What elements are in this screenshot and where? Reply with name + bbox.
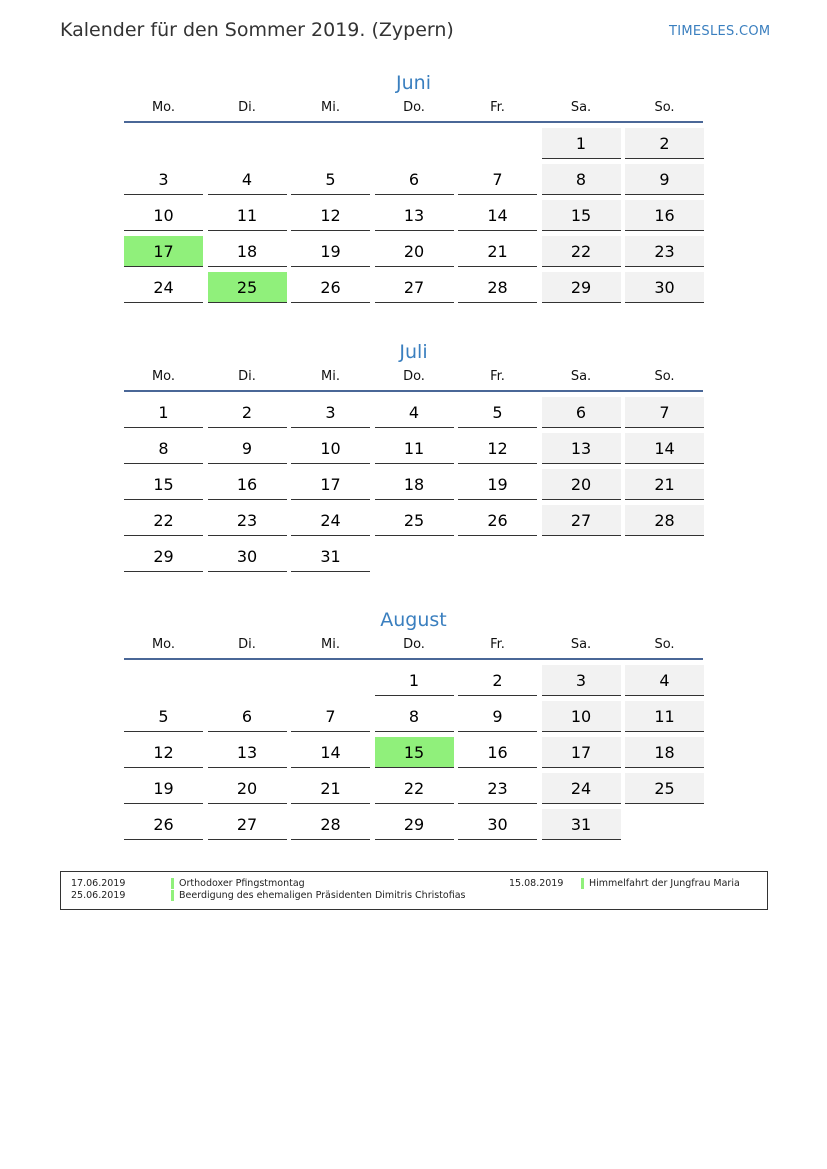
day-cell[interactable]: 5: [458, 397, 537, 428]
day-cell[interactable]: 20: [208, 773, 287, 804]
day-cell[interactable]: 9: [208, 433, 287, 464]
day-cell[interactable]: 29: [542, 272, 621, 303]
day-cell[interactable]: 26: [458, 505, 537, 536]
day-cell[interactable]: 7: [291, 701, 370, 732]
day-cell[interactable]: 21: [458, 236, 537, 267]
day-cell[interactable]: 28: [625, 505, 704, 536]
day-cell[interactable]: 9: [625, 164, 704, 195]
day-cell[interactable]: 10: [542, 701, 621, 732]
month-august: [124, 605, 703, 834]
weekday-mi: Mi.: [321, 100, 340, 115]
day-cell[interactable]: 11: [375, 433, 454, 464]
month-june: [124, 68, 703, 297]
day-cell[interactable]: 16: [208, 469, 287, 500]
header-divider: [124, 658, 703, 660]
day-cell[interactable]: 23: [625, 236, 704, 267]
month-title: Juni: [396, 72, 431, 94]
holiday-legend: [60, 871, 768, 910]
day-cell[interactable]: 8: [124, 433, 203, 464]
day-cell[interactable]: 12: [458, 433, 537, 464]
day-cell[interactable]: 21: [291, 773, 370, 804]
legend-holiday-marker: [581, 878, 584, 889]
legend-holiday-name: Orthodoxer Pfingstmontag: [179, 878, 305, 889]
weekday-fr: Fr.: [490, 369, 505, 384]
day-cell[interactable]: 14: [458, 200, 537, 231]
day-cell[interactable]: 3: [542, 665, 621, 696]
day-cell[interactable]: 8: [542, 164, 621, 195]
day-cell[interactable]: 7: [458, 164, 537, 195]
day-cell-holiday[interactable]: 17: [124, 236, 203, 267]
day-cell[interactable]: 27: [375, 272, 454, 303]
legend-holiday-marker: [171, 890, 174, 901]
legend-holiday-name: Beerdigung des ehemaligen Präsidenten Dimitris Christofias: [179, 890, 466, 901]
day-cell[interactable]: 11: [625, 701, 704, 732]
day-cell[interactable]: 1: [375, 665, 454, 696]
day-cell[interactable]: 21: [625, 469, 704, 500]
day-cell[interactable]: 8: [375, 701, 454, 732]
day-cell[interactable]: 29: [124, 541, 203, 572]
day-cell[interactable]: 18: [625, 737, 704, 768]
day-cell[interactable]: 9: [458, 701, 537, 732]
day-cell[interactable]: 31: [291, 541, 370, 572]
weekday-mi: Mi.: [321, 369, 340, 384]
weekday-do: Do.: [403, 369, 425, 384]
day-cell[interactable]: 2: [458, 665, 537, 696]
weekday-di: Di.: [238, 369, 256, 384]
day-cell[interactable]: 24: [291, 505, 370, 536]
day-cell[interactable]: 22: [375, 773, 454, 804]
legend-date: 17.06.2019: [71, 878, 126, 889]
day-cell[interactable]: 15: [542, 200, 621, 231]
day-cell[interactable]: 5: [291, 164, 370, 195]
day-cell[interactable]: 27: [542, 505, 621, 536]
weekday-header: [124, 635, 703, 660]
brand-logo-text[interactable]: TIMESLES.COM: [669, 24, 771, 39]
day-cell[interactable]: 16: [458, 737, 537, 768]
weekday-sa: Sa.: [570, 100, 592, 115]
day-cell[interactable]: 24: [124, 272, 203, 303]
day-cell[interactable]: 15: [124, 469, 203, 500]
day-cell[interactable]: 22: [124, 505, 203, 536]
day-cell[interactable]: 13: [542, 433, 621, 464]
day-cell[interactable]: 23: [208, 505, 287, 536]
day-cell-holiday[interactable]: 25: [208, 272, 287, 303]
day-cell[interactable]: 4: [208, 164, 287, 195]
day-cell[interactable]: 1: [124, 397, 203, 428]
day-cell[interactable]: 6: [208, 701, 287, 732]
weekday-di: Di.: [238, 100, 256, 115]
legend-date: 25.06.2019: [71, 890, 126, 901]
day-cell[interactable]: 18: [375, 469, 454, 500]
day-cell[interactable]: 31: [542, 809, 621, 840]
day-cell[interactable]: 12: [124, 737, 203, 768]
weekday-di: Di.: [238, 637, 256, 652]
weekday-so: So.: [654, 369, 675, 384]
day-cell[interactable]: 7: [625, 397, 704, 428]
day-cell[interactable]: 4: [625, 665, 704, 696]
day-cell[interactable]: 3: [124, 164, 203, 195]
header-divider: [124, 390, 703, 392]
weekday-mo: Mo.: [151, 637, 176, 652]
weekday-header: [124, 98, 703, 123]
day-cell[interactable]: 18: [208, 236, 287, 267]
month-july: [124, 337, 703, 566]
month-title: Juli: [399, 341, 428, 363]
weekday-sa: Sa.: [570, 637, 592, 652]
day-cell[interactable]: 2: [625, 128, 704, 159]
day-cell[interactable]: 20: [375, 236, 454, 267]
weekday-fr: Fr.: [490, 100, 505, 115]
day-cell[interactable]: 25: [375, 505, 454, 536]
day-cell[interactable]: 3: [291, 397, 370, 428]
day-cell[interactable]: 6: [542, 397, 621, 428]
day-cell[interactable]: 14: [625, 433, 704, 464]
weekday-mo: Mo.: [151, 100, 176, 115]
weekday-do: Do.: [403, 637, 425, 652]
legend-date: 15.08.2019: [509, 878, 564, 889]
day-cell[interactable]: 20: [542, 469, 621, 500]
day-cell[interactable]: 24: [542, 773, 621, 804]
day-cell[interactable]: 19: [291, 236, 370, 267]
day-cell[interactable]: 19: [458, 469, 537, 500]
day-cell[interactable]: 1: [542, 128, 621, 159]
weekday-header: [124, 367, 703, 392]
day-cell[interactable]: 17: [291, 469, 370, 500]
day-cell[interactable]: 2: [208, 397, 287, 428]
weekday-so: So.: [654, 637, 675, 652]
weekday-so: So.: [654, 100, 675, 115]
day-cell[interactable]: 10: [291, 433, 370, 464]
day-cell-holiday[interactable]: 15: [375, 737, 454, 768]
day-cell[interactable]: 11: [208, 200, 287, 231]
page-title: Kalender für den Sommer 2019. (Zypern): [60, 19, 454, 41]
day-cell[interactable]: 13: [375, 200, 454, 231]
weekday-fr: Fr.: [490, 637, 505, 652]
legend-holiday-marker: [171, 878, 174, 889]
weekday-mi: Mi.: [321, 637, 340, 652]
day-cell[interactable]: 30: [208, 541, 287, 572]
day-cell[interactable]: 5: [124, 701, 203, 732]
legend-holiday-name: Himmelfahrt der Jungfrau Maria: [589, 878, 740, 889]
day-cell[interactable]: 23: [458, 773, 537, 804]
day-cell[interactable]: 12: [291, 200, 370, 231]
day-cell[interactable]: 13: [208, 737, 287, 768]
day-cell[interactable]: 22: [542, 236, 621, 267]
day-cell[interactable]: 19: [124, 773, 203, 804]
day-cell[interactable]: 25: [625, 773, 704, 804]
day-cell[interactable]: 26: [291, 272, 370, 303]
day-cell[interactable]: 10: [124, 200, 203, 231]
day-cell[interactable]: 28: [458, 272, 537, 303]
day-cell[interactable]: 26: [124, 809, 203, 840]
weekday-do: Do.: [403, 100, 425, 115]
day-cell[interactable]: 30: [458, 809, 537, 840]
month-title: August: [380, 609, 447, 631]
day-cell[interactable]: 30: [625, 272, 704, 303]
day-cell[interactable]: 4: [375, 397, 454, 428]
weekday-sa: Sa.: [570, 369, 592, 384]
day-cell[interactable]: 29: [375, 809, 454, 840]
day-cell[interactable]: 17: [542, 737, 621, 768]
day-cell[interactable]: 14: [291, 737, 370, 768]
day-cell[interactable]: 28: [291, 809, 370, 840]
day-cell[interactable]: 16: [625, 200, 704, 231]
weekday-mo: Mo.: [151, 369, 176, 384]
day-cell[interactable]: 27: [208, 809, 287, 840]
day-cell[interactable]: 6: [375, 164, 454, 195]
header-divider: [124, 121, 703, 123]
